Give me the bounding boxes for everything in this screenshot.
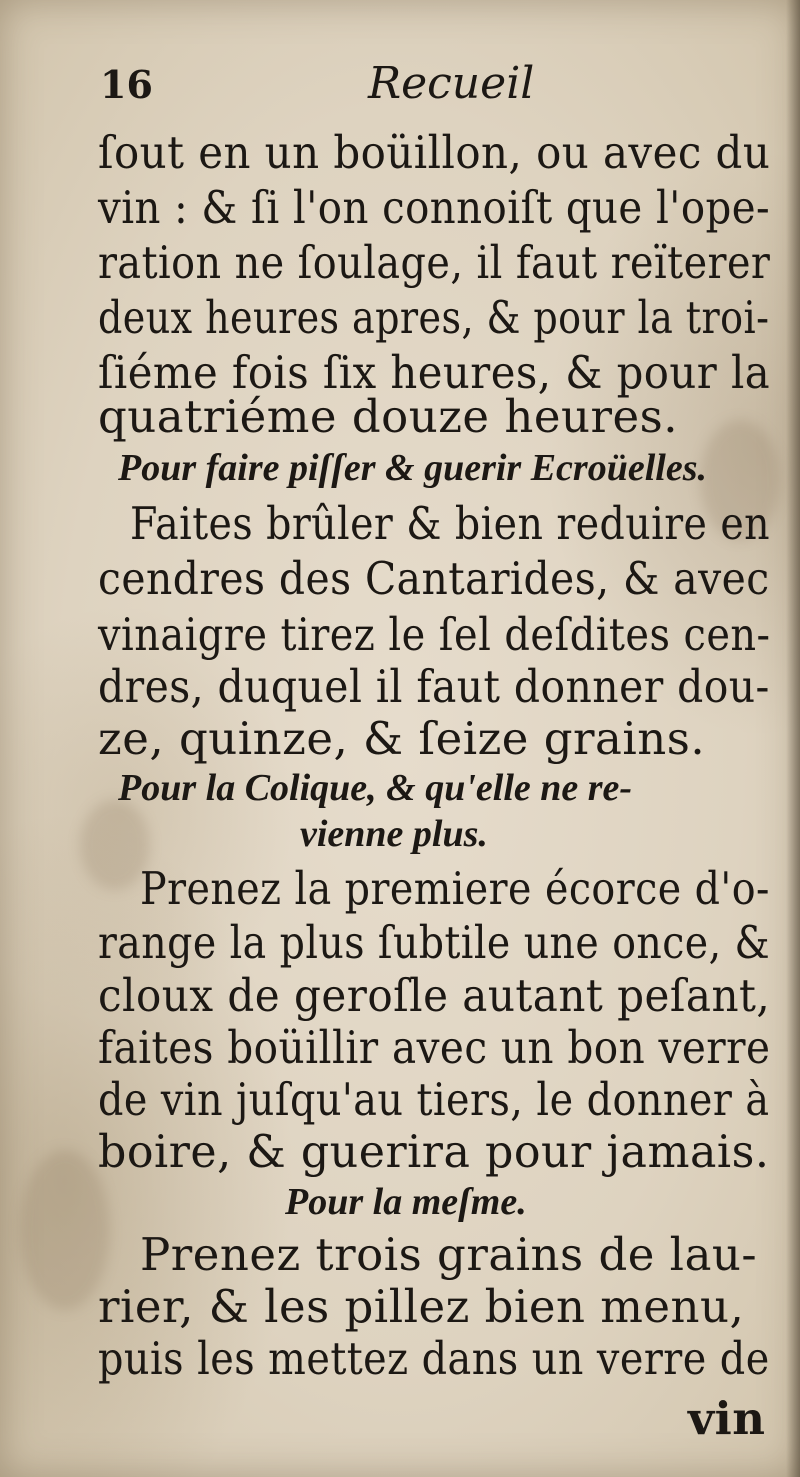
- text-line: rier, & les pillez bien menu,: [98, 1280, 745, 1333]
- text-line: ration ne ſoulage, il faut reïterer: [98, 236, 771, 289]
- recipe-heading: Pour la meſme.: [285, 1181, 527, 1223]
- text-line: quatriéme douze heures.: [98, 390, 678, 443]
- text-line: ſout en un boüillon, ou avec du: [98, 126, 771, 179]
- text-line: vinaigre tirez le ſel deſdites cen-: [98, 608, 771, 661]
- text-line: vin : & ſi l'on connoiſt que l'ope-: [98, 181, 771, 234]
- text-line: ſiéme fois ſix heures, & pour la: [98, 346, 771, 399]
- text-line: boire, & guerira pour jamais.: [98, 1125, 770, 1178]
- text-line: deux heures apres, & pour la troi-: [98, 291, 770, 344]
- text-line: cloux de geroſle autant peſant,: [98, 969, 771, 1022]
- page-edge-shadow: [786, 0, 800, 1477]
- text-line: Prenez trois grains de lau-: [140, 1228, 758, 1281]
- text-line: ze, quinze, & ſeize grains.: [98, 712, 706, 765]
- foxing-stain: [20, 1150, 110, 1310]
- recipe-heading-continued: vienne plus.: [300, 813, 488, 855]
- text-line: Prenez la premiere écorce d'o-: [140, 862, 770, 915]
- recipe-heading: Pour faire piſſer & guerir Ecroüelles.: [118, 447, 707, 489]
- catchword: vin: [688, 1392, 766, 1445]
- text-line: faites boüillir avec un bon verre: [98, 1021, 771, 1074]
- text-line: dres, duquel il faut donner dou-: [98, 660, 770, 713]
- recipe-heading: Pour la Colique, & qu'elle ne re-: [118, 767, 633, 809]
- text-line: Faites brûler & bien reduire en: [130, 497, 771, 550]
- running-title: Recueil: [368, 58, 535, 109]
- text-line: cendres des Cantarides, & avec: [98, 552, 770, 605]
- text-line: range la plus ſubtile une once, &: [98, 916, 771, 969]
- text-line: puis les mettez dans un verre de: [98, 1332, 770, 1385]
- page-number: 16: [100, 62, 153, 107]
- text-line: de vin juſqu'au tiers, le donner à: [98, 1073, 770, 1126]
